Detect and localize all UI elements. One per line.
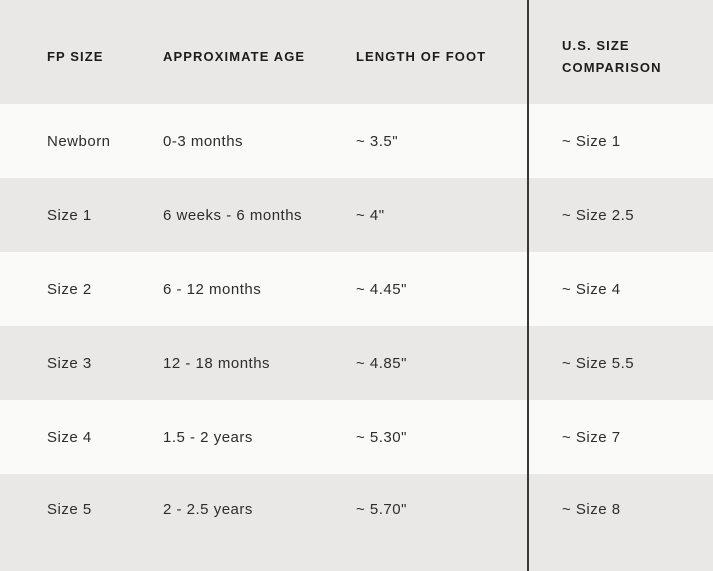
cell-fp-size: Size 1 xyxy=(47,206,92,224)
cell-us-size: ~ Size 2.5 xyxy=(562,206,635,224)
cell-length-of-foot: ~ 4.85" xyxy=(356,354,407,372)
column-divider-line xyxy=(527,0,529,571)
cell-us-size: ~ Size 7 xyxy=(562,428,621,446)
cell-us-size: ~ Size 4 xyxy=(562,280,621,298)
cell-fp-size: Size 5 xyxy=(47,501,92,518)
column-header-fp-size: FP SIZE xyxy=(47,49,104,64)
cell-fp-size: Size 2 xyxy=(47,280,92,298)
column-header-approximate-age: APPROXIMATE AGE xyxy=(163,49,306,64)
column-header-us-size-comparison: U.S. SIZE COMPARISON xyxy=(562,38,662,75)
table-row-size-2 xyxy=(0,252,713,326)
table-header-row xyxy=(0,0,713,104)
table-row-size-4 xyxy=(0,400,713,474)
column-header-length-of-foot: LENGTH OF FOOT xyxy=(356,49,487,64)
table-row-size-3 xyxy=(0,326,713,400)
cell-approximate-age: 12 - 18 months xyxy=(163,354,271,372)
cell-approximate-age: 2 - 2.5 years xyxy=(163,501,253,518)
cell-length-of-foot: ~ 4" xyxy=(356,206,385,224)
cell-us-size: ~ Size 1 xyxy=(562,132,621,150)
cell-approximate-age: 6 - 12 months xyxy=(163,280,262,298)
cell-us-size: ~ Size 5.5 xyxy=(562,354,635,372)
cell-fp-size: Size 4 xyxy=(47,428,92,446)
cell-length-of-foot: ~ 4.45" xyxy=(356,280,407,298)
cell-length-of-foot: ~ 5.30" xyxy=(356,428,407,446)
cell-us-size: ~ Size 8 xyxy=(562,501,621,518)
cell-length-of-foot: ~ 5.70" xyxy=(356,501,407,518)
table-row-size-1 xyxy=(0,178,713,252)
cell-approximate-age: 0-3 months xyxy=(163,132,244,150)
cell-fp-size: Newborn xyxy=(47,132,111,150)
cell-length-of-foot: ~ 3.5" xyxy=(356,132,399,150)
table-row-size-5 xyxy=(0,474,713,571)
cell-fp-size: Size 3 xyxy=(47,354,92,372)
table-row-newborn xyxy=(0,104,713,178)
cell-approximate-age: 6 weeks - 6 months xyxy=(163,206,303,224)
cell-approximate-age: 1.5 - 2 years xyxy=(163,428,253,446)
